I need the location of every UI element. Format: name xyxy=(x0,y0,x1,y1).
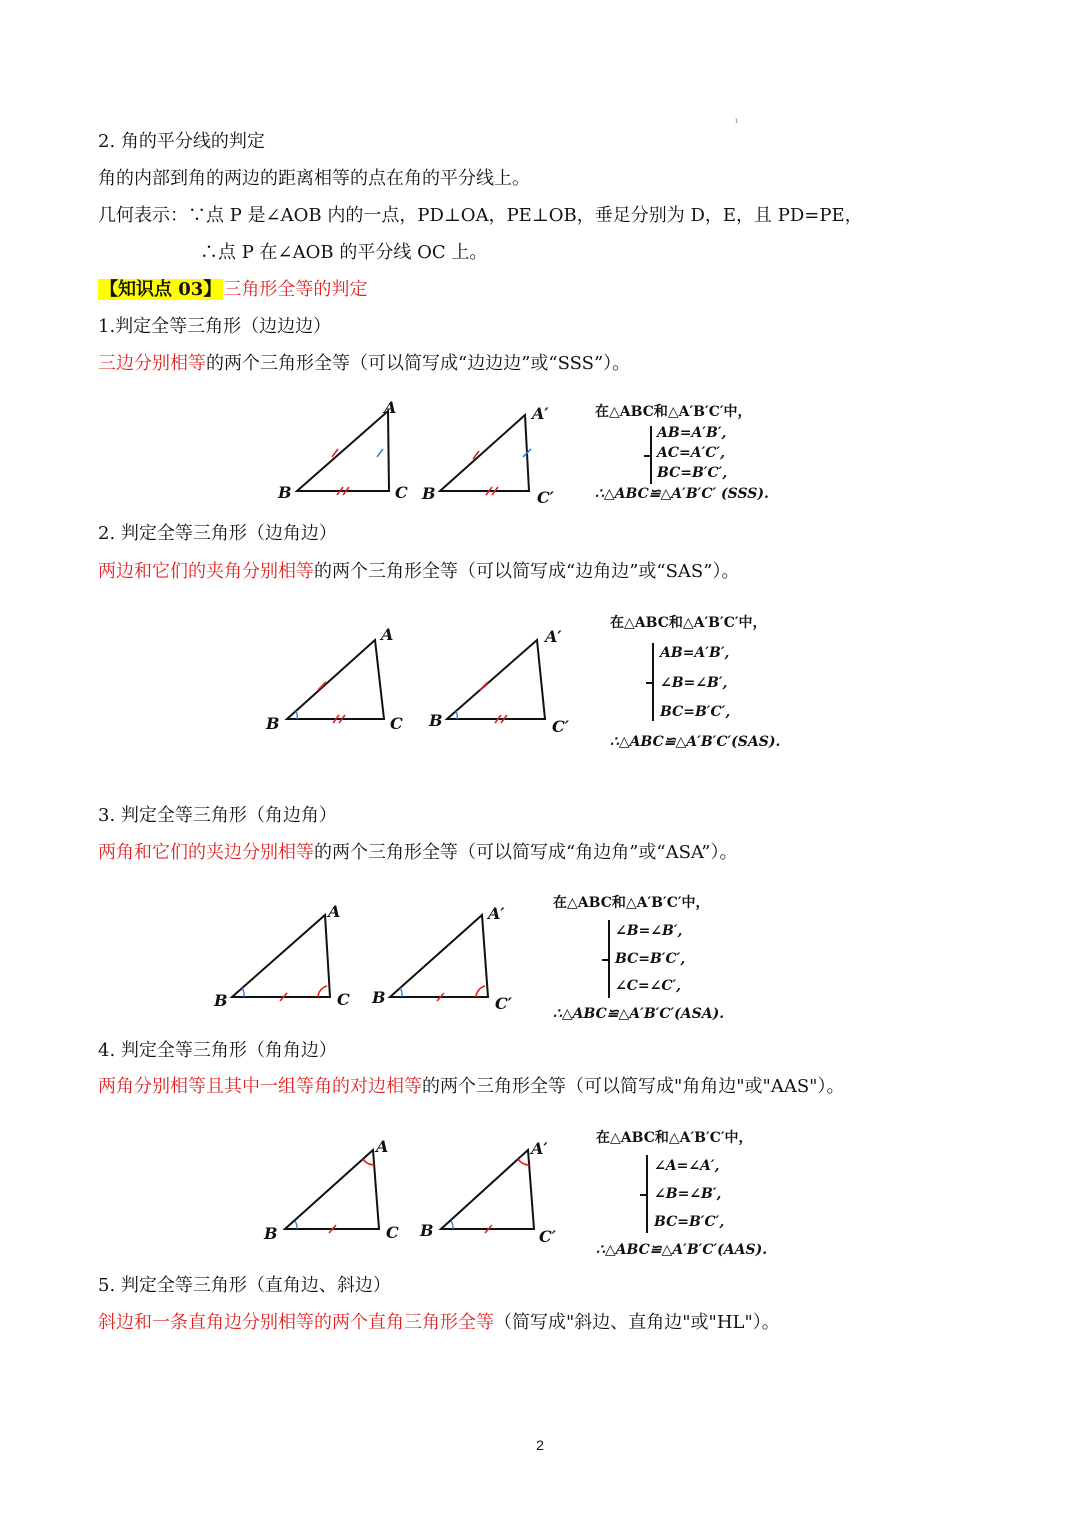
sas-statement xyxy=(98,560,739,584)
asa-proof xyxy=(553,893,783,1033)
asa-conclusion: ∴△ABC≌△A′B′C′(ASA). xyxy=(553,1006,725,1022)
hl-heading: 5. 判定全等三角形（直角边、斜边） xyxy=(98,1275,391,1296)
asa-rest: 的两个三角形全等（可以简写成“角边角”或“ASA”）。 xyxy=(314,842,738,863)
hl-statement xyxy=(98,1311,780,1335)
asa-brace xyxy=(608,920,610,998)
sss-brace xyxy=(650,426,652,484)
label-C: C xyxy=(395,483,408,502)
label-C: C xyxy=(386,1223,399,1242)
aas-heading: 4. 判定全等三角形（角角边） xyxy=(98,1040,337,1061)
sas-angle-arc-2 xyxy=(456,711,457,719)
section-heading-bisector: 2. 角的平分线的判定 xyxy=(98,131,265,152)
aas-triangles xyxy=(255,1132,585,1252)
aas-angle-arc-B xyxy=(295,1221,297,1229)
asa-triangles xyxy=(205,895,535,1020)
aas-eq-3: BC=B′C′, xyxy=(654,1214,725,1230)
knowledge-point-title: 三角形全等的判定 xyxy=(223,279,368,300)
aas-proof-title: 在△ABC和△A′B′C′中， xyxy=(596,1130,753,1146)
sas-eq-3: BC=B′C′, xyxy=(660,704,731,720)
asa-statement xyxy=(98,841,738,865)
asa-key-phrase: 两角和它们的夹边分别相等 xyxy=(98,842,314,863)
sss-rest: 的两个三角形全等（可以简写成“边边边”或“SSS”）。 xyxy=(206,353,631,374)
label-B: B xyxy=(214,991,228,1010)
sss-heading: 1.判定全等三角形（边边边） xyxy=(98,316,332,337)
aas-rest: 的两个三角形全等（可以简写成"角角边"或"AAS"）。 xyxy=(422,1076,845,1097)
label-B-prime: B xyxy=(429,711,443,730)
bisector-text: 角的内部到角的两边的距离相等的点在角的平分线上。 xyxy=(98,168,530,189)
label-A: A xyxy=(384,398,397,417)
knowledge-point-tag: 【知识点 03】 xyxy=(100,279,222,300)
label-C-prime: C′ xyxy=(539,1227,556,1246)
asa-heading: 3. 判定全等三角形（角边角） xyxy=(98,805,337,826)
sas-proof xyxy=(610,613,840,755)
hl-rest: （简写成"斜边、直角边"或"HL"）。 xyxy=(494,1312,780,1333)
label-B-prime: B xyxy=(422,484,436,503)
sas-triangle-abc-prime xyxy=(447,640,545,719)
label-A: A xyxy=(328,902,341,921)
asa-triangle-abc xyxy=(232,915,330,997)
asa-angle-arc-C-prime xyxy=(476,986,485,997)
aas-eq-1: ∠A=∠A′, xyxy=(654,1158,720,1174)
sss-eq-3: BC=B′C′, xyxy=(657,465,728,481)
asa-angle-arc-C xyxy=(318,986,327,997)
sas-triangle-abc xyxy=(287,640,384,719)
sss-triangles xyxy=(270,395,580,515)
bisector-geometry-line1: 几何表示：∵点 P 是∠AOB 内的一点，PD⊥OA，PE⊥OB，垂足分别为 D，E，且 PD=PE， xyxy=(98,205,863,226)
aas-statement xyxy=(98,1075,844,1099)
label-C-prime: C′ xyxy=(552,717,569,736)
label-A-prime: A′ xyxy=(531,1139,548,1158)
sas-conclusion: ∴△ABC≌△A′B′C′(SAS). xyxy=(610,734,781,750)
label-C-prime: C′ xyxy=(537,488,554,507)
label-A: A xyxy=(381,625,394,644)
sss-proof-title: 在△ABC和△A′B′C′中， xyxy=(595,404,752,420)
label-A-prime: A′ xyxy=(488,904,505,923)
sas-rest: 的两个三角形全等（可以简写成“边角边”或“SAS”）。 xyxy=(314,561,740,582)
label-B-prime: B xyxy=(372,988,386,1007)
asa-eq-1: ∠B=∠B′, xyxy=(615,923,683,939)
bisector-geometry-line2: ∴点 P 在∠AOB 的平分线 OC 上。 xyxy=(200,242,488,263)
label-C-prime: C′ xyxy=(495,994,512,1013)
sss-eq-2: AC=A′C′, xyxy=(657,445,725,461)
label-B-prime: B xyxy=(420,1221,434,1240)
sss-proof xyxy=(595,402,815,507)
asa-proof-title: 在△ABC和△A′B′C′中， xyxy=(553,895,710,911)
sas-ticks-2 xyxy=(480,682,507,723)
aas-conclusion: ∴△ABC≌△A′B′C′(AAS). xyxy=(596,1242,768,1258)
hl-key-phrase: 斜边和一条直角边分别相等的两个直角三角形全等 xyxy=(98,1312,494,1333)
sss-statement xyxy=(98,352,630,376)
knowledge-point-header xyxy=(98,278,367,302)
label-A-prime: A′ xyxy=(545,627,562,646)
sas-eq-1: AB=A′B′, xyxy=(660,645,730,661)
asa-eq-3: ∠C=∠C′, xyxy=(615,978,682,994)
sss-triangle-abc-prime xyxy=(440,415,529,491)
sas-eq-2: ∠B=∠B′, xyxy=(660,675,728,691)
sss-triangle-abc xyxy=(297,411,389,491)
sss-eq-1: AB=A′B′, xyxy=(657,425,727,441)
label-B: B xyxy=(266,714,280,733)
label-A: A xyxy=(376,1137,389,1156)
sas-proof-title: 在△ABC和△A′B′C′中， xyxy=(610,615,767,631)
sas-key-phrase: 两边和它们的夹角分别相等 xyxy=(98,561,314,582)
sas-triangles xyxy=(255,620,585,745)
sss-ticks-1 xyxy=(332,449,349,495)
sas-angle-arc-1 xyxy=(296,711,297,719)
asa-eq-2: BC=B′C′, xyxy=(615,951,686,967)
asa-angle-arc-B-prime xyxy=(400,988,402,997)
aas-angle-arc-A-prime xyxy=(518,1159,529,1165)
label-C: C xyxy=(390,714,403,733)
sss-tick-blue-1 xyxy=(377,449,383,457)
aas-angle-arc-A xyxy=(363,1159,374,1165)
label-B: B xyxy=(264,1224,278,1243)
sas-heading: 2. 判定全等三角形（边角边） xyxy=(98,523,337,544)
sss-key-phrase: 三边分别相等 xyxy=(98,353,206,374)
aas-key-phrase: 两角分别相等且其中一组等角的对边相等 xyxy=(98,1076,422,1097)
aas-brace xyxy=(646,1155,648,1233)
label-B: B xyxy=(278,483,292,502)
page-number: 2 xyxy=(536,1437,544,1453)
aas-eq-2: ∠B=∠B′, xyxy=(654,1186,722,1202)
asa-angle-arc-B xyxy=(242,988,244,997)
asa-triangle-abc-prime xyxy=(390,915,488,997)
aas-angle-arc-B-prime xyxy=(451,1221,453,1229)
label-C: C xyxy=(337,990,350,1009)
sas-brace xyxy=(652,643,654,721)
scan-mark: ı xyxy=(735,116,738,125)
sss-conclusion: ∴△ABC≌△A′B′C′ (SSS). xyxy=(595,486,769,502)
aas-proof xyxy=(596,1128,826,1268)
label-A-prime: A′ xyxy=(532,404,549,423)
